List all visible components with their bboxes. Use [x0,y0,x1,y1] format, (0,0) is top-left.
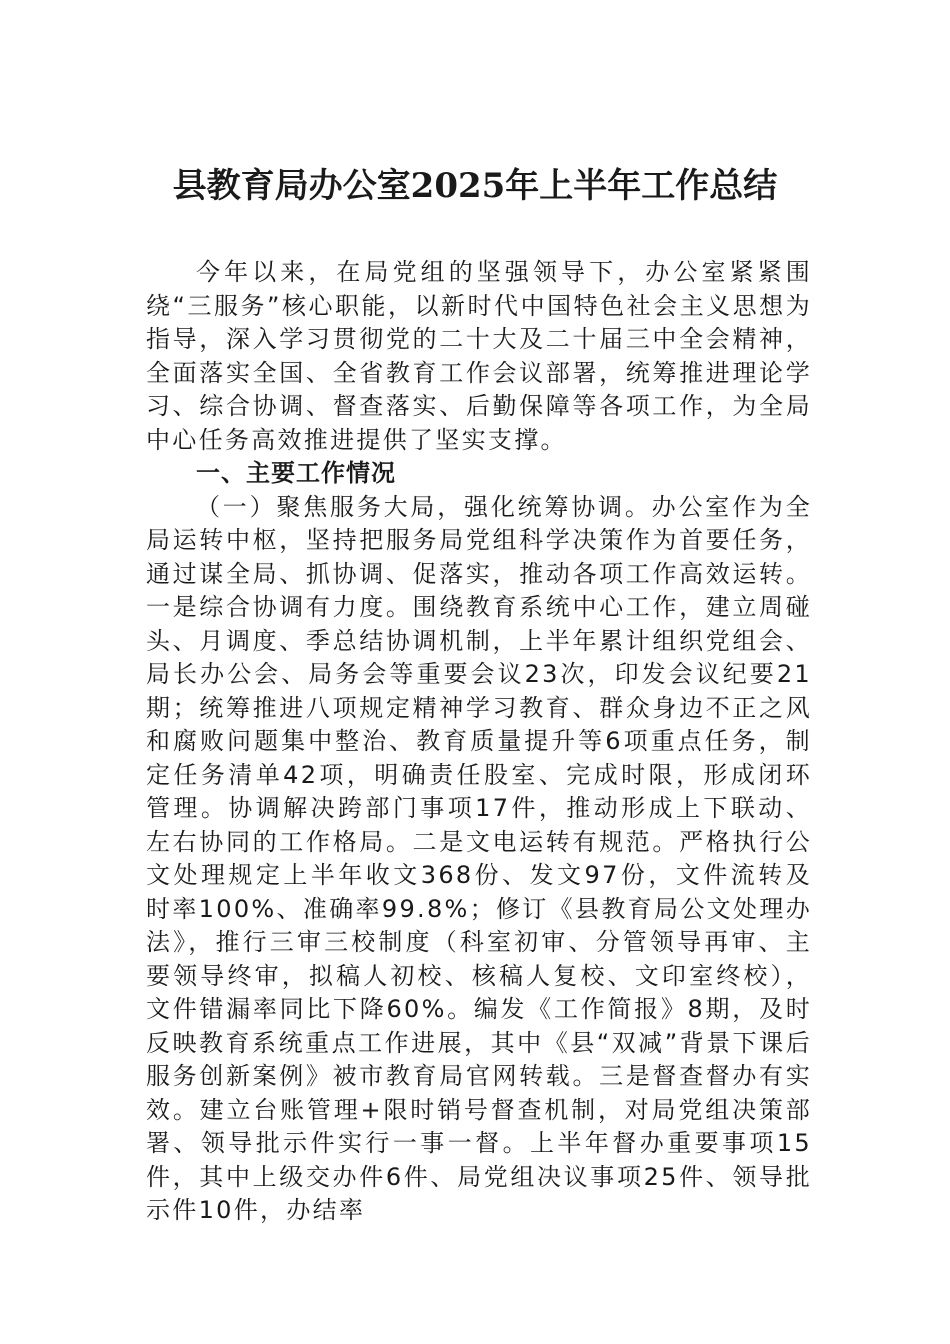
section-heading: 一、主要工作情况 [196,459,396,487]
intro-paragraph: 今年以来，在局党组的坚强领导下，办公室紧紧围绕“三服务”核心职能，以新时代中国特色社会主义思想为指导，深入学习贯彻党的二十大及二十届三中全会精神，全面落实全国、全省教育工作会议部署，统筹推进理论学习、综合协调、督查落实、后勤保障等各项工作，为全局中心任务高效推进提供了坚实支撑。 [146,258,812,454]
document-title: 县教育局办公室2025年上半年工作总结 [172,166,778,206]
document-body [146,256,812,1228]
body-paragraph: （一）聚焦服务大局，强化统筹协调。办公室作为全局运转中枢，坚持把服务局党组科学决策作为首要任务，通过谋全局、抓协调、促落实，推动各项工作高效运转。一是综合协调有力度。围绕教育系统中心工作，建立周碰头、月调度、季总结协调机制，上半年累计组织党组会、局长办公会、局务会等重要会议23次，印发会议纪要21期；统筹推进八项规定精神学习教育、群众身边不正之风和腐败问题集中整治、教育质量提升等6项重点任务，制定任务清单42项，明确责任股室、完成时限，形成闭环管理。协调解决跨部门事项17件，推动形成上下联动、左右协同的工作格局。二是文电运转有规范。严格执行公文处理规定上半年收文368份、发文97份，文件流转及时率100%、准确率99.8%；修订《县教育局公文处理办法》，推行三审三校制度（科室初审、分管领导再审、主要领导终审，拟稿人初校、核稿人复校、文印室终校），文件错漏率同比下降60%。编发《工作简报》8期，及时反映教育系统重点工作进展，其中《县“双减”背景下课后服务创新案例》被市教育局官网转载。三是督查督办有实效。建立台账管理+限时销号督查机制，对局党组决策部署、领导批示件实行一事一督。上半年督办重要事项15件，其中上级交办件6件、局党组决议事项25件、领导批示件10件，办结率 [146,492,812,1224]
